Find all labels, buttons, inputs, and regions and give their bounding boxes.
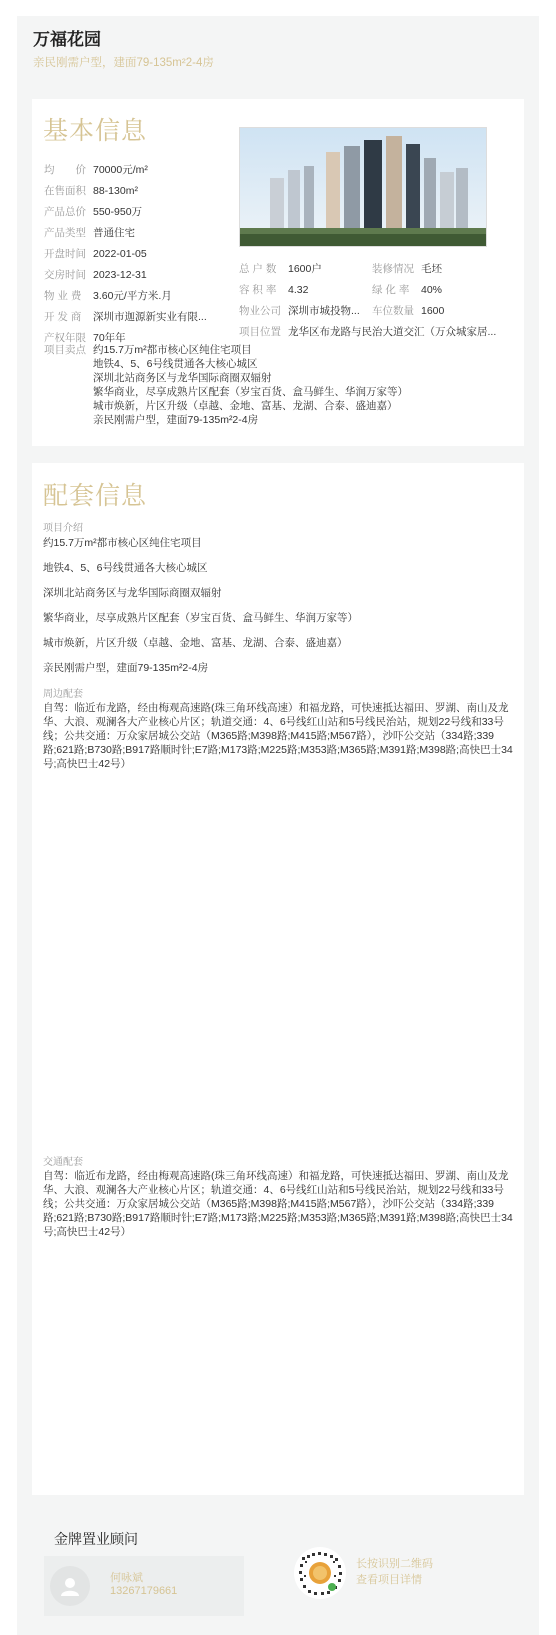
surround-label: 周边配套: [43, 689, 83, 700]
info-row-delivery-date: [44, 265, 234, 286]
traffic-label: 交通配套: [43, 1157, 83, 1168]
list-item: 亲民刚需户型，建面79-135m²2-4房: [93, 414, 259, 426]
info-label: 容 积 率: [239, 284, 277, 296]
info-label: 开盘时间: [44, 248, 86, 260]
list-item: 地铁4、5、6号线贯通各大核心城区: [43, 562, 208, 574]
basic-info-list-right: [239, 259, 519, 343]
consultant-section: [32, 1511, 524, 1622]
list-item: 城市焕新，片区升级（卓越、金地、富基、龙湖、合泰、盛迪嘉）: [43, 637, 348, 649]
qr-hint: [356, 1556, 433, 1588]
project-photo[interactable]: [239, 127, 487, 247]
info-label: 物业公司: [239, 305, 281, 317]
info-value: 4.32: [288, 284, 309, 296]
info-label: 绿 化 率: [372, 284, 410, 296]
info-row-plot-ratio: [239, 280, 519, 301]
info-value: 1600: [421, 305, 445, 317]
info-row-type: [44, 223, 234, 244]
consultant-title: 金牌置业顾问: [54, 1531, 138, 1547]
list-item: 约15.7万m²都市核心区纯住宅项目: [93, 344, 252, 356]
info-value: 毛坯: [421, 263, 442, 275]
info-label: 开 发 商: [44, 311, 82, 323]
info-value: 龙华区布龙路与民治大道交汇（万众城家居...: [288, 326, 497, 338]
selling-points: [44, 343, 514, 427]
info-row-location: [239, 322, 519, 343]
project-title: 万福花园: [33, 30, 101, 49]
list-item: 城市焕新，片区升级（卓越、金地、富基、龙湖、合泰、盛迪嘉）: [93, 400, 398, 412]
intro-label: 项目介绍: [43, 523, 83, 534]
list-item: 地铁4、5、6号线贯通各大核心城区: [93, 358, 258, 370]
info-value: 40%: [421, 284, 443, 296]
info-label: 产权年限: [44, 332, 86, 344]
info-label: 车位数量: [372, 305, 414, 317]
intro-list: [43, 536, 513, 686]
info-value: 3.60元/平方米.月: [93, 290, 172, 302]
avatar: [50, 1566, 90, 1606]
info-label: 均 价: [44, 164, 86, 176]
info-value: 1600户: [288, 263, 322, 275]
list-item: 繁华商业，尽享成熟片区配套（岁宝百货、盒马鲜生、华润万家等）: [93, 386, 408, 398]
list-item: 深圳北站商务区与龙华国际商圈双辐射: [93, 372, 272, 384]
surround-text: 自驾：临近布龙路，经由梅观高速路(珠三角环线高速）和福龙路，可快速抵达福田、罗湖、南山及龙华、大浪、观澜各大产业核心片区；轨道交通：4、6号线红山站和5号线民治站，规划22号线和33号线；公共交通：万众家居城公交站（M365路;M398路;M415路;M567路），沙吓公交站（334路;339路;621路;B730路;B917路顺时针;E7路;M173路;M225路;M353路;M365路;M391路;M398路;高快巴士34号;高快巴士42号）: [43, 702, 513, 770]
info-label: 产品总价: [44, 206, 86, 218]
support-info-title: 配套信息: [43, 481, 148, 510]
info-value: 深圳市城投物...: [288, 305, 360, 317]
project-header: [33, 28, 523, 71]
info-row-developer: [44, 307, 234, 328]
info-row-area: [44, 181, 234, 202]
info-row-property-company: [239, 301, 519, 322]
qr-code-icon: [294, 1547, 346, 1599]
selling-points-label: 项目卖点: [44, 344, 86, 356]
info-label: 交房时间: [44, 269, 86, 281]
info-label: 在售面积: [44, 185, 86, 197]
building-photo-image: [240, 128, 487, 247]
page-container: [17, 16, 539, 1635]
info-label: 项目位置: [239, 326, 281, 338]
info-label: 总 户 数: [239, 263, 277, 275]
info-label: 物 业 费: [44, 290, 82, 302]
info-value: 70000元/m²: [93, 164, 148, 176]
qr-hint-line2: 查看项目详情: [356, 1574, 422, 1586]
info-row-total-price: [44, 202, 234, 223]
info-value: 88-130m²: [93, 185, 138, 197]
basic-info-title: 基本信息: [43, 116, 148, 145]
list-item: 约15.7万m²都市核心区纯住宅项目: [43, 537, 202, 549]
info-value: 550-950万: [93, 206, 143, 218]
agent-card[interactable]: [44, 1556, 244, 1616]
selling-points-list: [93, 343, 408, 427]
qr-hint-line1: 长按识别二维码: [356, 1558, 433, 1570]
list-item: 亲民刚需户型，建面79-135m²2-4房: [43, 662, 209, 674]
info-label: 产品类型: [44, 227, 86, 239]
agent-name: 何咏斌: [110, 1572, 143, 1584]
info-row-property-fee: [44, 286, 234, 307]
traffic-text: 自驾：临近布龙路，经由梅观高速路(珠三角环线高速）和福龙路，可快速抵达福田、罗湖、南山及龙华、大浪、观澜各大产业核心片区；轨道交通：4、6号线红山站和5号线民治站，规划22号线和33号线；公共交通：万众家居城公交站（M365路;M398路;M415路;M567路），沙吓公交站（334路;339路;621路;B730路;B917路顺时针;E7路;M173路;M225路;M353路;M365路;M391路;M398路;高快巴士34号;高快巴士42号）: [43, 1170, 513, 1238]
info-row-open-date: [44, 244, 234, 265]
support-info-card: [32, 463, 524, 1495]
info-value: 普通住宅: [93, 227, 135, 239]
basic-info-list: [44, 160, 234, 349]
user-icon: [58, 1574, 82, 1598]
info-label: 装修情况: [372, 263, 414, 275]
project-subtitle: 亲民刚需户型，建面79-135m²2-4房: [33, 57, 214, 69]
agent-phone[interactable]: 13267179661: [110, 1585, 178, 1597]
list-item: 深圳北站商务区与龙华国际商圈双辐射: [43, 587, 222, 599]
qr-code[interactable]: [294, 1547, 346, 1599]
info-value: 2022-01-05: [93, 248, 147, 260]
basic-info-card: [32, 99, 524, 446]
info-value: 70年年: [93, 332, 126, 344]
info-value: 2023-12-31: [93, 269, 147, 281]
info-row-price: [44, 160, 234, 181]
list-item: 繁华商业，尽享成熟片区配套（岁宝百货、盒马鲜生、华润万家等）: [43, 612, 358, 624]
info-value: 深圳市迦源新实业有限...: [93, 311, 207, 323]
info-row-households: [239, 259, 519, 280]
